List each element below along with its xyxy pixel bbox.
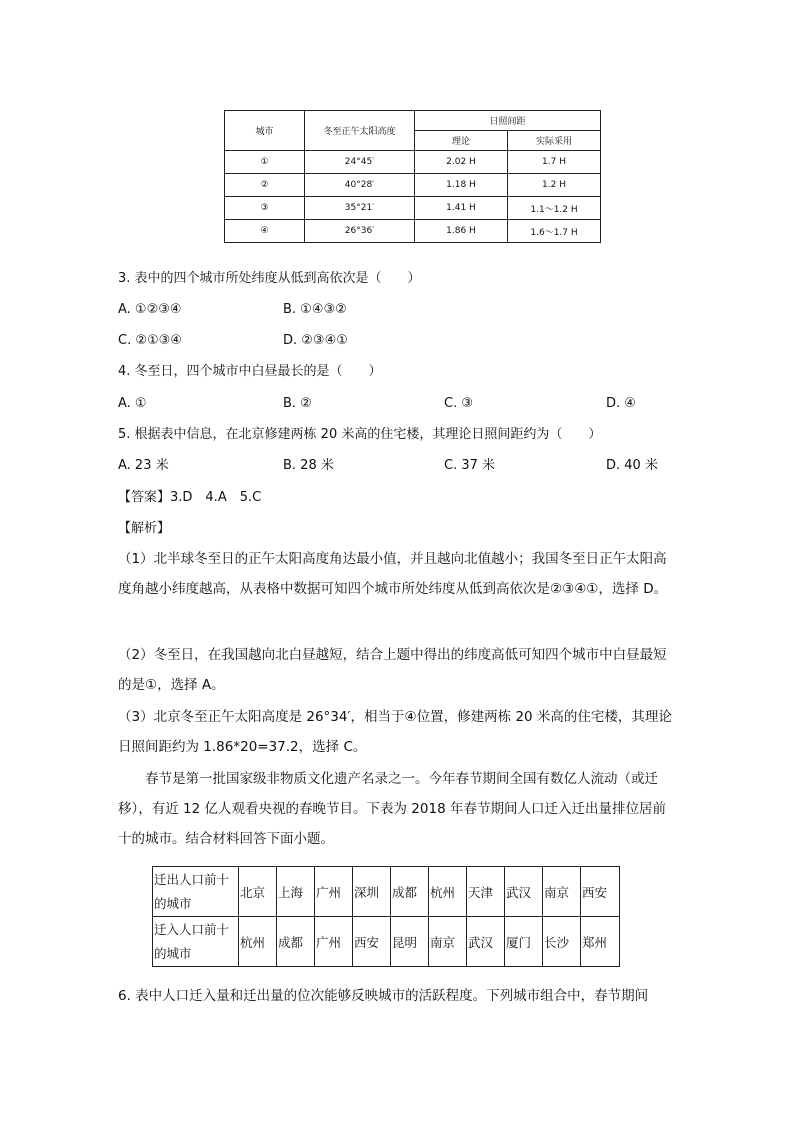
- inflow-city: 郑州: [581, 917, 620, 967]
- q4-option-b: B. ②: [283, 396, 312, 411]
- inflow-header: 迁入人口前十的城市: [153, 917, 239, 967]
- header-city: 城市: [225, 111, 305, 151]
- header-theory: 理论: [415, 131, 508, 151]
- question-4: 4. 冬至日，四个城市中白昼最长的是（ ）: [118, 364, 382, 379]
- q5-option-d: D. 40 米: [606, 458, 658, 473]
- inflow-city: 广州: [315, 917, 353, 967]
- table-row: [225, 174, 601, 197]
- cell-theory: 2.02 H: [415, 151, 508, 174]
- cell-actual: 1.6～1.7 H: [508, 220, 601, 243]
- outflow-city: 成都: [391, 867, 429, 917]
- cell-angle: 26°36′: [305, 220, 415, 243]
- table-row-inflow: [153, 917, 620, 967]
- q4-option-a: A. ①: [118, 396, 147, 411]
- outflow-city: 广州: [315, 867, 353, 917]
- q4-option-c: C. ③: [444, 396, 473, 411]
- question-3: 3. 表中的四个城市所处纬度从低到高依次是（ ）: [118, 271, 421, 286]
- analysis-paragraph-2: （2）冬至日，在我国越向北白昼越短，结合上题中得出的纬度高低可知四个城市中白昼最短的是①，选择 A。: [118, 647, 667, 693]
- table-row: [225, 197, 601, 220]
- cell-actual: 1.7 H: [508, 151, 601, 174]
- outflow-city: 武汉: [505, 867, 543, 917]
- q5-option-b: B. 28 米: [283, 458, 334, 473]
- q5-option-a: A. 23 米: [118, 458, 169, 473]
- cell-city: ③: [225, 197, 305, 220]
- outflow-header: 迁出人口前十的城市: [153, 867, 239, 917]
- outflow-city: 杭州: [429, 867, 467, 917]
- q3-option-d: D. ②③④①: [283, 333, 348, 348]
- question-6: 6. 表中人口迁入量和迁出量的位次能够反映城市的活跃程度。下列城市组合中，春节期间: [118, 988, 649, 1004]
- cell-angle: 35°21′: [305, 197, 415, 220]
- cell-city: ④: [225, 220, 305, 243]
- outflow-city: 上海: [277, 867, 315, 917]
- answer-key: 【答案】3.D 4.A 5.C: [118, 490, 262, 505]
- q5-option-c: C. 37 米: [444, 458, 496, 473]
- cell-angle: 40°28′: [305, 174, 415, 197]
- outflow-city: 北京: [239, 867, 277, 917]
- q3-option-c: C. ②①③④: [118, 333, 182, 348]
- inflow-city: 西安: [353, 917, 391, 967]
- cell-angle: 24°45′: [305, 151, 415, 174]
- inflow-city: 成都: [277, 917, 315, 967]
- analysis-heading: 【解析】: [118, 521, 171, 536]
- table-row-outflow: [153, 867, 620, 917]
- inflow-city: 杭州: [239, 917, 277, 967]
- material-intro: 春节是第一批国家级非物质文化遗产名录之一。今年春节期间全国有数亿人流动（或迁移），有近 12 亿人观看央视的春晚节目。下表为 2018 年春节期间人口迁入迁出量排位居前十的城市。结合材料回答下面小题。: [118, 771, 666, 847]
- sun-angle-table: [224, 110, 601, 243]
- outflow-city: 南京: [543, 867, 581, 917]
- q3-option-b: B. ①④③②: [283, 302, 347, 317]
- header-actual: 实际采用: [508, 131, 601, 151]
- header-spacing: 日照间距: [415, 111, 601, 131]
- inflow-city: 长沙: [543, 917, 581, 967]
- cell-city: ①: [225, 151, 305, 174]
- cell-city: ②: [225, 174, 305, 197]
- table-row: [225, 220, 601, 243]
- outflow-city: 天津: [467, 867, 505, 917]
- inflow-city: 厦门: [505, 917, 543, 967]
- inflow-city: 南京: [429, 917, 467, 967]
- cell-theory: 1.41 H: [415, 197, 508, 220]
- migration-table: [152, 866, 620, 967]
- header-angle: 冬至正午太阳高度: [305, 111, 415, 151]
- analysis-paragraph-1: （1）北半球冬至日的正午太阳高度角达最小值，并且越向北值越小；我国冬至日正午太阳高度角越小纬度越高，从表格中数据可知四个城市所处纬度从低到高依次是②③④①，选择 D。: [118, 551, 668, 597]
- cell-actual: 1.2 H: [508, 174, 601, 197]
- analysis-paragraph-3: （3）北京冬至正午太阳高度是 26°34′，相当于④位置，修建两栋 20 米高的住宅楼，其理论日照间距约为 1.86*20=37.2，选择 C。: [118, 709, 672, 755]
- cell-theory: 1.86 H: [415, 220, 508, 243]
- q4-option-d: D. ④: [606, 396, 636, 411]
- inflow-city: 武汉: [467, 917, 505, 967]
- outflow-city: 西安: [581, 867, 620, 917]
- inflow-city: 昆明: [391, 917, 429, 967]
- cell-theory: 1.18 H: [415, 174, 508, 197]
- cell-actual: 1.1～1.2 H: [508, 197, 601, 220]
- q3-option-a: A. ①②③④: [118, 302, 182, 317]
- outflow-city: 深圳: [353, 867, 391, 917]
- table-row: [225, 151, 601, 174]
- question-5: 5. 根据表中信息，在北京修建两栋 20 米高的住宅楼，其理论日照间距约为（ ）: [118, 427, 602, 442]
